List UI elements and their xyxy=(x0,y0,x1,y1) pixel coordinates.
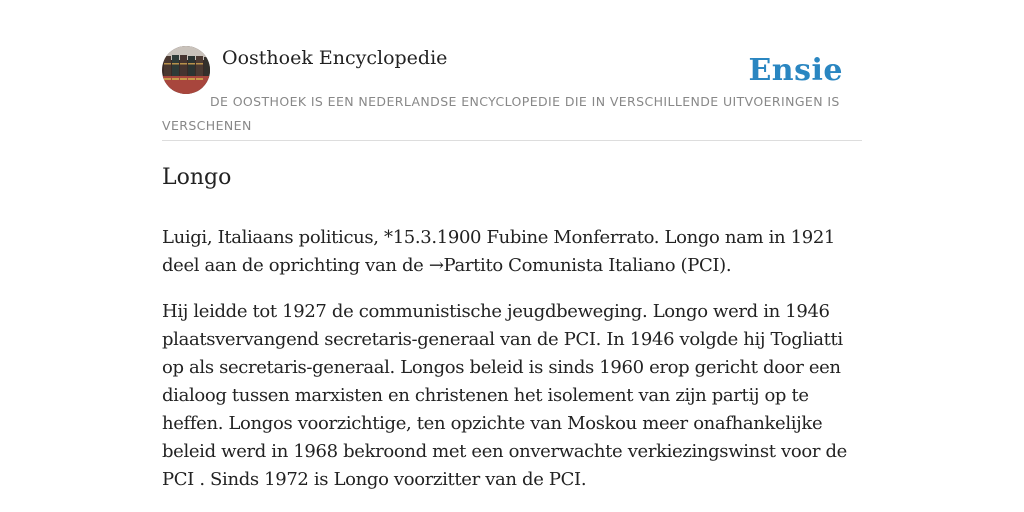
avatar[interactable] xyxy=(162,46,210,94)
brand-logo[interactable]: Ensie xyxy=(748,53,843,88)
site-title[interactable]: Oosthoek Encyclopedie xyxy=(222,47,448,69)
article xyxy=(162,160,862,512)
paragraph-text: (PCI). xyxy=(675,255,732,276)
site-tagline: DE OOSTHOEK IS EEN NEDERLANDSE ENCYCLOPEDIE DIE IN VERSCHILLENDE UITVOERINGEN IS VERSCHENEN xyxy=(162,94,840,133)
site-header xyxy=(162,46,862,141)
book-spines-icon xyxy=(162,46,210,94)
article-paragraph-1 xyxy=(162,224,862,280)
cross-reference-link[interactable]: →Partito Comunista Italiano xyxy=(428,255,676,276)
article-paragraph-2: Hij leidde tot 1927 de communistische jeugdbeweging. Longo werd in 1946 plaatsvervangend secretaris-generaal van de PCI. In 1946 volgde hij Togliatti op als secretaris-generaal. Longos beleid is sinds 1960 erop gericht door een dialoog tussen marxisten en christenen het isolement van zijn partij op te heffen. Longos voorzichtige, ten opzichte van Moskou meer onafhankelijke beleid werd in 1968 bekroond met een onverwachte verkiezingswinst voor de PCI . Sinds 1972 is Longo voorzitter van de PCI. xyxy=(162,301,847,490)
page-title: Longo xyxy=(162,165,232,190)
paragraph-text: Luigi, Italiaans politicus, *15.3.1900 Fubine Monferrato. Longo nam in 1921 deel aan de oprichting van de xyxy=(162,227,836,276)
